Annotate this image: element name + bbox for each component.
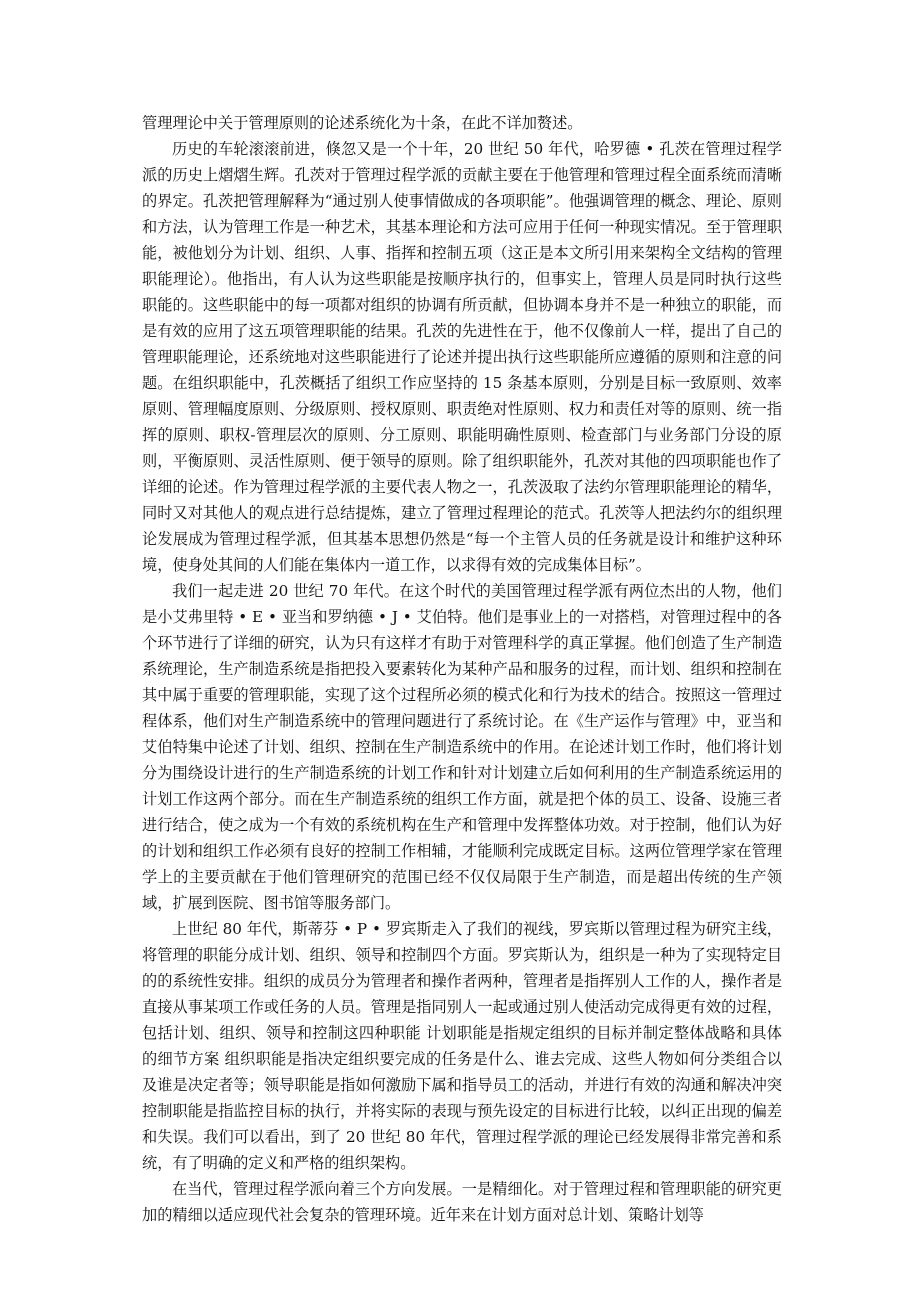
paragraph-3: 我们一起走进 20 世纪 70 年代。在这个时代的美国管理过程学派有两位杰出的人物，他们是小艾弗里特 • E • 亚当和罗纳德 • J • 艾伯特。他们是事业上的一对搭档，对管理过程中的各个环节进行了详细的研究，认为只有这样才有助于对管理科学的真正掌握。他们创造了生产制造系统理论，生产制造系统是指把投入要素转化为某种产品和服务的过程，而计划、组织和控制在其中属于重要的管理职能，实现了这个过程所必须的模式化和行为技术的结合。按照这一管理过程体系，他们对生产制造系统中的管理问题进行了系统讨论。在《生产运作与管理》中，亚当和艾伯特集中论述了计划、组织、控制在生产制造系统中的作用。在论述计划工作时，他们将计划分为围绕设计进行的生产制造系统的计划工作和针对计划建立后如何利用的生产制造系统运用的计划工作这两个部分。而在生产制造系统的组织工作方面，就是把个体的员工、设备、设施三者进行结合，使之成为一个有效的系统机构在生产和管理中发挥整体功效。对于控制，他们认为好的计划和组织工作必须有良好的控制工作相辅，才能顺利完成既定目标。这两位管理学家在管理学上的主要贡献在于他们管理研究的范围已经不仅仅局限于生产制造，而是超出传统的生产领域，扩展到医院、图书馆等服务部门。 (142, 582, 782, 912)
paragraph-5: 在当代，管理过程学派向着三个方向发展。一是精细化。对于管理过程和管理职能的研究更加的精细以适应现代社会复杂的管理环境。近年来在计划方面对总计划、策略计划等 (142, 1180, 782, 1224)
document-body (142, 110, 782, 1228)
paragraph-2: 历史的车轮滚滚前进，倏忽又是一个十年，20 世纪 50 年代，哈罗德 • 孔茨在管理过程学派的历史上熠熠生辉。孔茨对于管理过程学派的贡献主要在于他管理和管理过程全面系统而清晰的界定。孔茨把管理解释为“通过别人使事情做成的各项职能”。他强调管理的概念、理论、原则和方法，认为管理工作是一种艺术，其基本理论和方法可应用于任何一种现实情况。至于管理职能，被他划分为计划、组织、人事、指挥和控制五项（这正是本文所引用来架构全文结构的管理职能理论）。他指出，有人认为这些职能是按顺序执行的，但事实上，管理人员是同时执行这些职能的。这些职能中的每一项都对组织的协调有所贡献，但协调本身并不是一种独立的职能，而是有效的应用了这五项管理职能的结果。孔茨的先进性在于，他不仅像前人一样，提出了自己的管理职能理论，还系统地对这些职能进行了论述并提出执行这些职能所应遵循的原则和注意的问题。在组织职能中，孔茨概括了组织工作应坚持的 15 条基本原则，分别是目标一致原则、效率原则、管理幅度原则、分级原则、授权原则、职责绝对性原则、权力和责任对等的原则、统一指挥的原则、职权-管理层次的原则、分工原则、职能明确性原则、检查部门与业务部门分设的原则，平衡原则、灵活性原则、便于领导的原则。除了组织职能外，孔茨对其他的四项职能也作了详细的论述。作为管理过程学派的主要代表人物之一，孔茨汲取了法约尔管理职能理论的精华，同时又对其他人的观点进行总结提炼，建立了管理过程理论的范式。孔茨等人把法约尔的组织理论发展成为管理过程学派，但其基本思想仍然是“每一个主管人员的任务就是设计和维护这种环境，使身处其间的人们能在集体内一道工作，以求得有效的完成集体目标”。 (142, 140, 782, 574)
paragraph-1: 管理理论中关于管理原则的论述系统化为十条，在此不详加赘述。 (142, 114, 583, 132)
paragraph-4: 上世纪 80 年代，斯蒂芬 • P • 罗宾斯走入了我们的视线，罗宾斯以管理过程为研究主线，将管理的职能分成计划、组织、领导和控制四个方面。罗宾斯认为，组织是一种为了实现特定目的的系统性安排。组织的成员分为管理者和操作者两种，管理者是指挥别人工作的人，操作者是直接从事某项工作或任务的人员。管理是指同别人一起或通过别人使活动完成得更有效的过程，包括计划、组织、领导和控制这四种职能 计划职能是指规定组织的目标并制定整体战略和具体的细节方案 组织职能是指决定组织要完成的任务是什么、谁去完成、这些人物如何分类组合以及谁是决定者等；领导职能是指如何激励下属和指导员工的活动，并进行有效的沟通和解决冲突 控制职能是指监控目标的执行，并将实际的表现与预先设定的目标进行比较，以纠正出现的偏差和失误。我们可以看出，到了 20 世纪 80 年代，管理过程学派的理论已经发展得非常完善和系统，有了明确的定义和严格的组织架构。 (142, 920, 782, 1172)
